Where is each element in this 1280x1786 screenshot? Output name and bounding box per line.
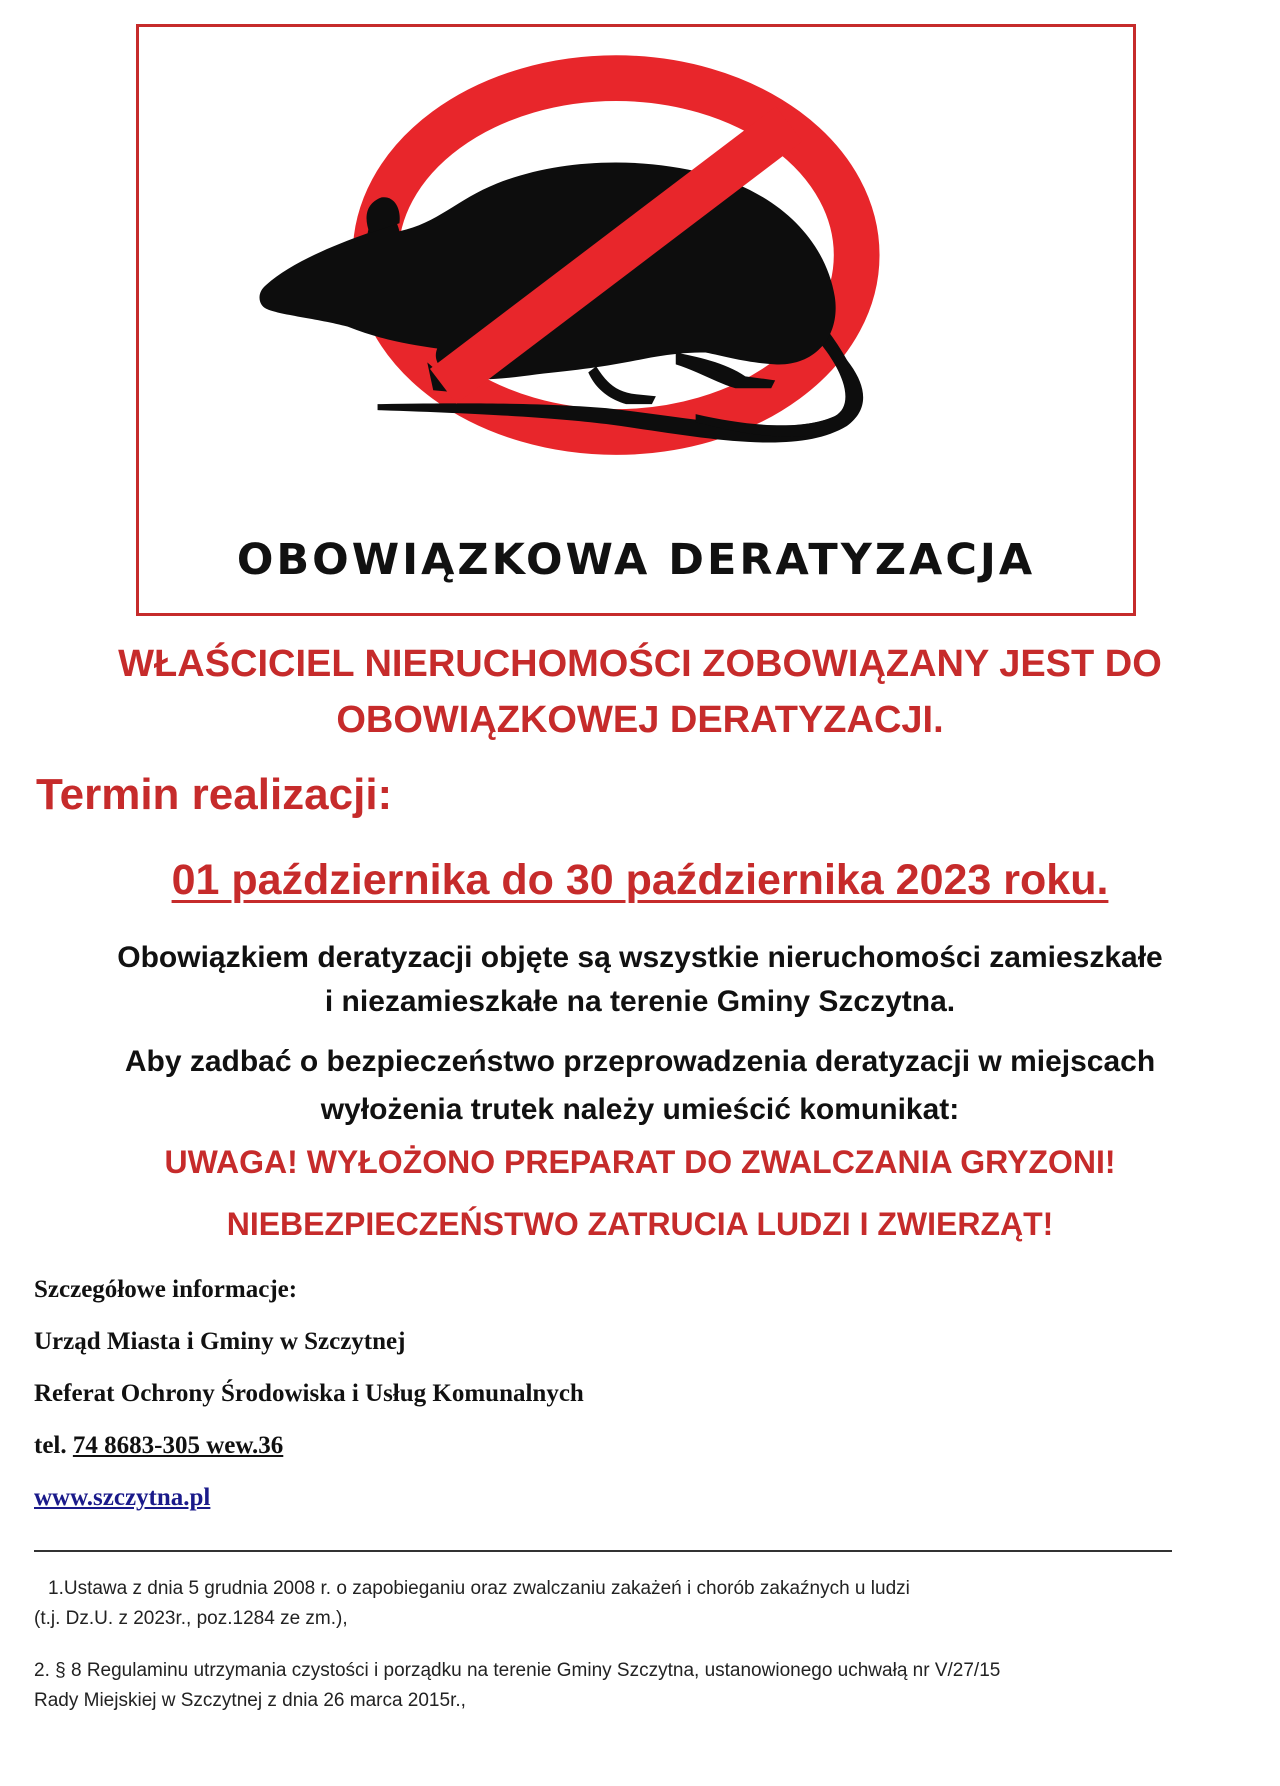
footnote-1-line-1: 1.Ustawa z dnia 5 grudnia 2008 r. o zapobieganiu oraz zwalczaniu zakażeń i chorób zakaźnych u ludzi [48,1578,910,1599]
term-dates: 01 października do 30 października 2023 roku. [171,856,1109,904]
scope-paragraph [30,936,1250,1024]
phone-line [34,1420,584,1472]
contact-info [34,1264,584,1524]
no-rats-prohibition-icon [139,27,1133,507]
footnote-2 [34,1656,1240,1716]
footnote-2-line-2: Rady Miejskiej w Szczytnej z dnia 26 marca 2015r., [34,1690,466,1711]
headline-line-2: OBOWIĄZKOWEJ DERATYZACJI. [336,699,944,741]
safety-paragraph [30,1038,1250,1134]
obligation-headline [40,636,1240,748]
footnote-2-line-1: 2. § 8 Regulaminu utrzymania czystości i porządku na terenie Gminy Szczytna, ustanowionego uchwałą nr V/27/15 [34,1660,1001,1681]
warning-line-2: NIEBEZPIECZEŃSTWO ZATRUCIA LUDZI I ZWIERZĄT! [226,1206,1054,1242]
safety-line-2: wyłożenia trutek należy umieścić komunikat: [320,1093,960,1126]
scope-line-1: Obowiązkiem deratyzacji objęte są wszystkie nieruchomości zamieszkałe [117,941,1163,974]
website-link[interactable]: www.szczytna.pl [34,1484,211,1511]
office-name: Urząd Miasta i Gminy w Szczytnej [34,1328,406,1355]
footnote-1-line-2: (t.j. Dz.U. z 2023r., poz.1284 ze zm.), [34,1608,348,1629]
headline-line-1: WŁAŚCICIEL NIERUCHOMOŚCI ZOBOWIĄZANY JEST DO [118,643,1162,685]
scope-line-2: i niezamieszkałe na terenie Gminy Szczytna. [324,985,956,1018]
footnote-1 [34,1574,1240,1634]
footnote-divider [34,1550,1172,1552]
phone-prefix: tel. [34,1432,73,1459]
safety-line-1: Aby zadbać o bezpieczeństwo przeprowadzenia deratyzacji w miejscach [124,1045,1156,1078]
deratization-sign [136,24,1136,616]
warning-line-1: UWAGA! WYŁOŻONO PREPARAT DO ZWALCZANIA GRYZONI! [164,1144,1116,1180]
department-name: Referat Ochrony Środowiska i Usług Komunalnych [34,1380,584,1407]
info-heading: Szczegółowe informacje: [34,1276,298,1303]
phone-number[interactable]: 74 8683-305 wew.36 [72,1432,284,1459]
term-label: Termin realizacji: [36,770,393,819]
sign-title: OBOWIĄZKOWA DERATYZACJA [236,535,1036,585]
